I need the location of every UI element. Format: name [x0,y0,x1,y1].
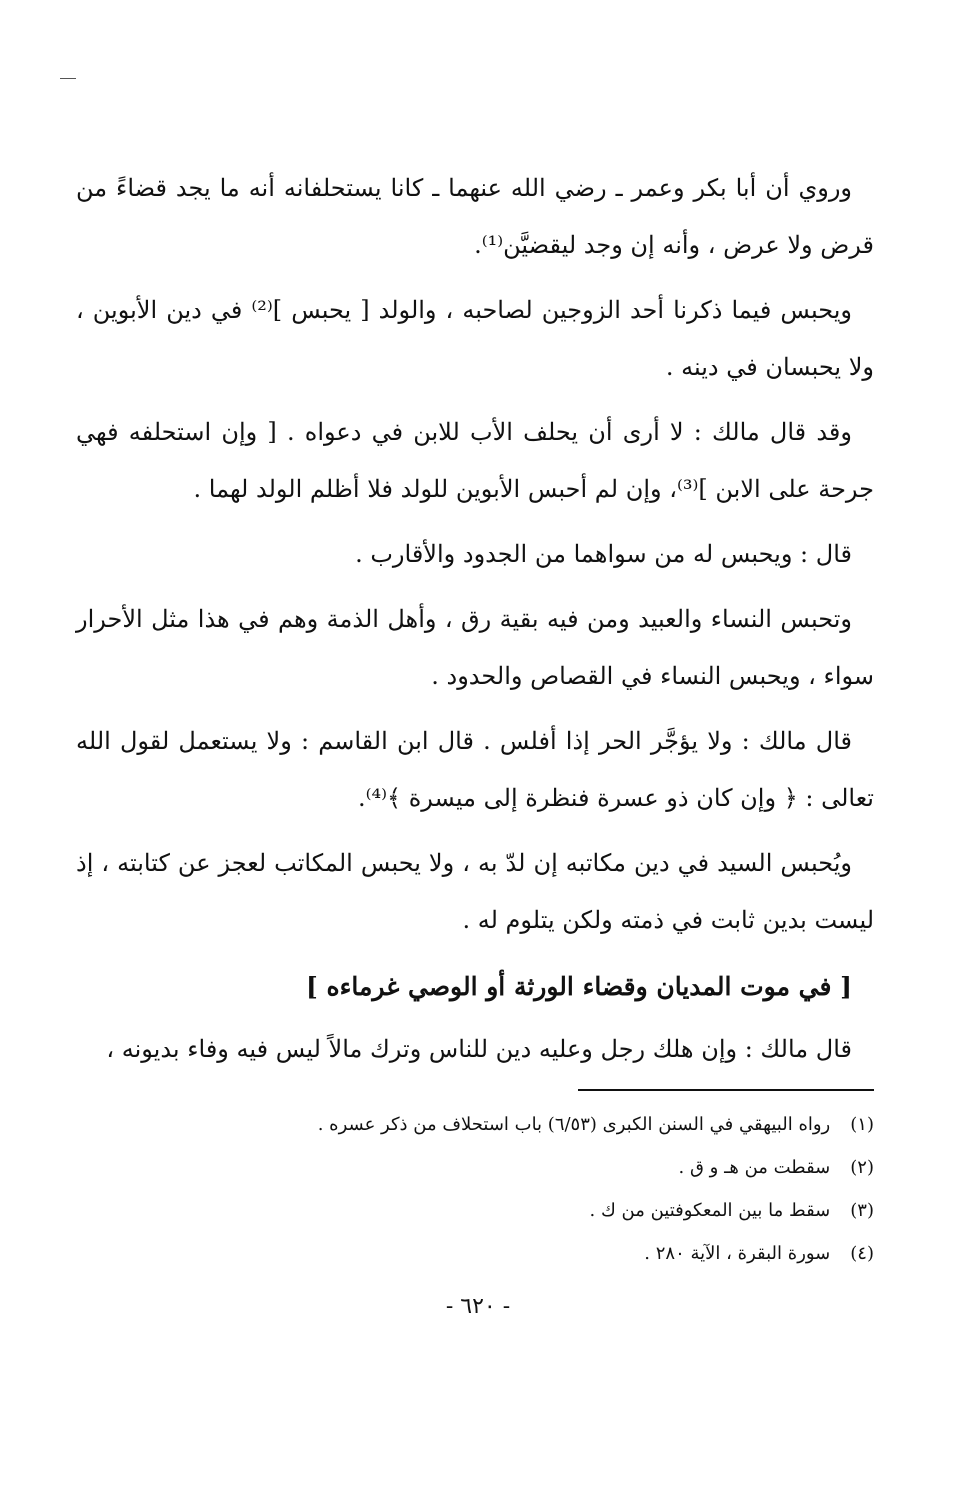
footnote-number: (١) [850,1114,874,1135]
paragraph-5: وتحبس النساء والعبيد ومن فيه بقية رق ، وأهل الذمة وهم في هذا مثل الأحرار سواء ، ويحبس النساء في القصاص والحدود . [76,605,874,690]
paragraph-3: وقد قال مالك : لا أرى أن يحلف الأب للابن في دعواه . [ وإن استحلفه فهي جرحة على الابن ]⁽³⁾، وإن لم أحبس الأبوين للولد فلا أظلم الولد لهما . [76,418,874,503]
footnotes [74,1103,874,1275]
paragraph-8: قال مالك : وإن هلك رجل وعليه دين للناس وترك مالاً ليس فيه وفاء بديونه ، [106,1035,852,1063]
footnote-number: (٣) [850,1200,874,1221]
paragraph-2: ويحبس فيما ذكرنا أحد الزوجين لصاحبه ، والولد [ يحبس ]⁽²⁾ في دين الأبوين ، ولا يحبسان في دينه . [76,296,874,381]
footnote-number: (٤) [850,1243,874,1264]
paragraph-1: وروي أن أبا بكر وعمر ـ رضي الله عنهما ـ كانا يستحلفانه أنه ما يجد قضاءً من قرض ولا عرض ، وأنه إن وجد ليقضيَّن⁽¹⁾. [76,174,874,259]
footnote-2 [74,1146,874,1189]
paragraph-6: قال مالك : ولا يؤجَّر الحر إذا أفلس . قال ابن القاسم : ولا يستعمل لقول الله تعالى : ﴿ وإن كان ذو عسرة فنظرة إلى ميسرة ﴾⁽⁴⁾. [76,727,874,812]
footnote-3 [74,1189,874,1232]
footnote-separator [578,1089,874,1091]
section-heading: [ في موت المديان وقضاء الورثة أو الوصي غرماءه ] [306,972,852,1001]
footnote-text: سقطت من هـ و ق . [678,1157,831,1178]
footnote-1 [74,1103,874,1146]
footnote-text: رواه البيهقي في السنن الكبرى (٦/٥٣) باب استحلاف من ذكر عسره . [317,1114,831,1135]
footnote-text: سورة البقرة ، الآية ٢٨٠ . [644,1243,831,1264]
paragraph-4: قال : ويحبس له من سواهما من الجدود والأقارب . [355,540,852,568]
footnote-text: سقط ما بين المعكوفتين من ك . [589,1200,831,1221]
footnote-4 [74,1232,874,1275]
main-text [76,160,874,1086]
top-margin-mark [60,78,76,79]
paragraph-7: ويُحبس السيد في دين مكاتبه إن لدّ به ، ولا يحبس المكاتب لعجز عن كتابته ، إذ ليست بدين ثابت في ذمته ولكن يتلوم له . [76,849,874,934]
footnote-number: (٢) [850,1157,874,1178]
page-number: - ٦٢٠ - [445,1294,511,1319]
